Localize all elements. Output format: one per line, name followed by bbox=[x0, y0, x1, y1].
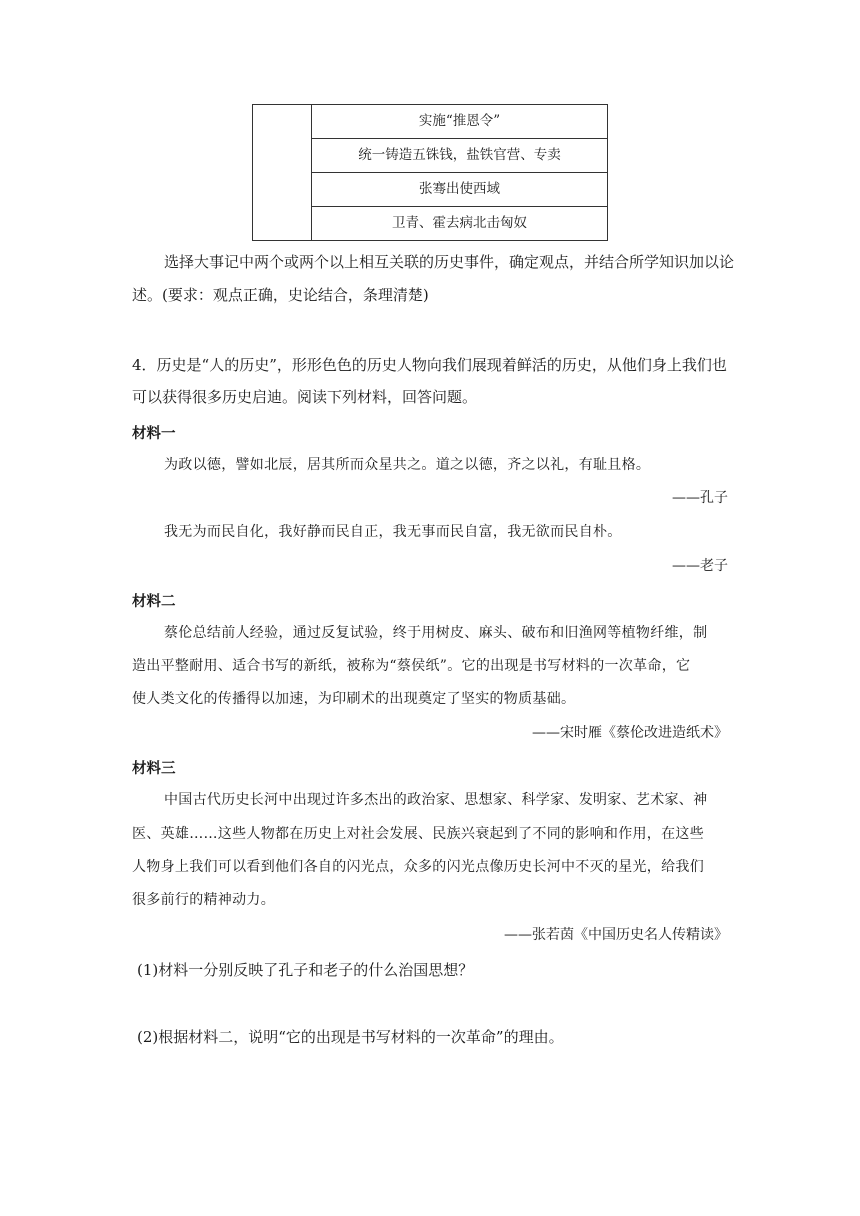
table-cell: 卫青、霍去病北击匈奴 bbox=[312, 207, 608, 241]
q4-intro-line-1: 4．历史是“人的历史”，形形色色的历史人物向我们展现着鲜活的历史，从他们身上我们也 bbox=[132, 356, 727, 374]
material-three-source: ——张若茵《中国历史名人传精读》 bbox=[504, 927, 728, 943]
table-cell: 统一铸造五铢钱，盐铁官营、专卖 bbox=[312, 139, 608, 173]
material-two-source: ——宋时雁《蔡伦改进造纸术》 bbox=[532, 725, 728, 741]
material-two-heading: 材料二 bbox=[132, 594, 176, 610]
task-line-1: 选择大事记中两个或两个以上相互关联的历史事件，确定观点，并结合所学知识加以论 bbox=[164, 253, 735, 271]
material-two-line-1: 蔡伦总结前人经验，通过反复试验，终于用树皮、麻头、破布和旧渔网等植物纤维，制 bbox=[164, 625, 708, 641]
material-three-line-2: 医、英雄……这些人物都在历史上对社会发展、民族兴衰起到了不同的影响和作用，在这些 bbox=[132, 826, 704, 842]
q4-intro-line-2: 可以获得很多历史启迪。阅读下列材料，回答问题。 bbox=[132, 388, 478, 406]
material-one-quote-1: 为政以德，譬如北辰，居其所而众星共之。道之以德，齐之以礼，有耻且格。 bbox=[164, 457, 651, 473]
question-2: (2)根据材料二，说明“它的出现是书写材料的一次革命”的理由。 bbox=[137, 1028, 564, 1046]
events-table bbox=[252, 104, 608, 241]
table-cell: 张骞出使西域 bbox=[312, 173, 608, 207]
table-blank-cell bbox=[253, 105, 312, 241]
material-two-line-3: 使人类文化的传播得以加速，为印刷术的出现奠定了坚实的物质基础。 bbox=[132, 691, 576, 707]
material-one-heading: 材料一 bbox=[132, 426, 176, 442]
material-three-line-1: 中国古代历史长河中出现过许多杰出的政治家、思想家、科学家、发明家、艺术家、神 bbox=[164, 792, 708, 808]
task-line-2: 述。(要求：观点正确，史论结合，条理清楚) bbox=[132, 286, 429, 304]
material-three-heading: 材料三 bbox=[132, 761, 176, 777]
material-three-line-4: 很多前行的精神动力。 bbox=[132, 892, 275, 908]
table-row bbox=[253, 105, 608, 139]
table-cell: 实施“推恩令” bbox=[312, 105, 608, 139]
material-one-source-1: ——孔子 bbox=[672, 490, 728, 506]
material-three-line-3: 人物身上我们可以看到他们各自的闪光点，众多的闪光点像历史长河中不灭的星光，给我们 bbox=[132, 859, 704, 875]
question-1: (1)材料一分别反映了孔子和老子的什么治国思想？ bbox=[137, 961, 474, 979]
material-one-source-2: ——老子 bbox=[672, 558, 728, 574]
material-two-line-2: 造出平整耐用、适合书写的新纸，被称为“蔡侯纸”。它的出现是书写材料的一次革命，它 bbox=[132, 658, 691, 674]
material-one-quote-2: 我无为而民自化，我好静而民自正，我无事而民自富，我无欲而民自朴。 bbox=[164, 524, 622, 540]
